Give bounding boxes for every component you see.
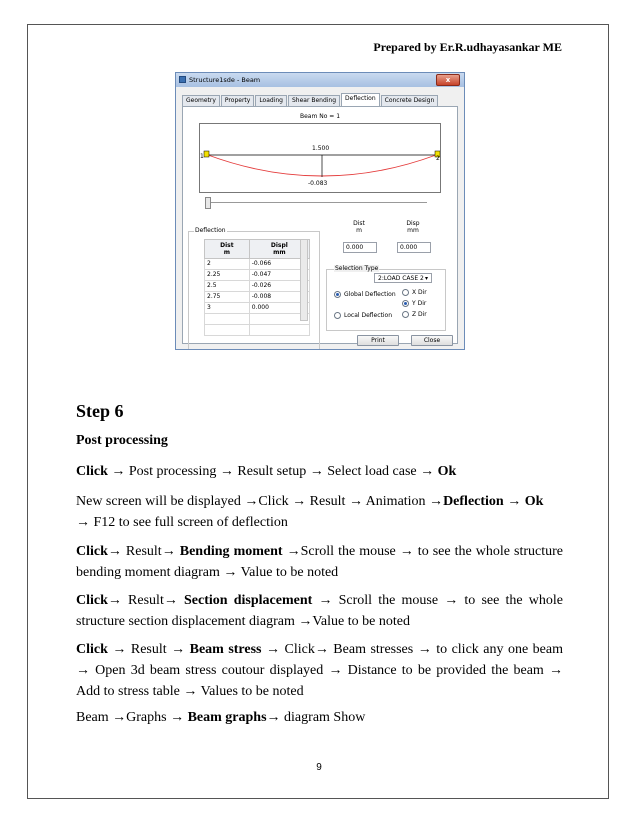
radio-dot-icon [402,311,409,318]
page-number: 9 [316,762,322,773]
tab-concrete-design[interactable]: Concrete Design [381,95,439,106]
tab-loading[interactable]: Loading [255,95,287,106]
header-author: Prepared by Er.R.udhayasankar ME [373,40,562,54]
paragraph-3: Click→ Result→ Bending moment →Scroll the mouse → to see the whole structure bending moment diagram → Value to be noted [76,544,563,580]
paragraph-6: Beam →Graphs → Beam graphs→ diagram Show [76,710,366,725]
tab-geometry[interactable]: Geometry [182,95,220,106]
table-row[interactable]: 2 -0.066 [205,259,310,270]
selection-type-label: Selection Type [335,265,379,272]
disp-field[interactable]: 0.000 [397,242,431,253]
dist-unit: m [356,227,362,234]
tab-property[interactable]: Property [221,95,254,106]
table-row[interactable]: 2.75 -0.008 [205,292,310,303]
slider-track[interactable] [207,202,427,203]
paragraph-4: Click→ Result→ Section displacement → Scroll the mouse → to see the whole structure section displacement diagram →Value to be noted [76,593,564,629]
deflection-diagram [199,123,441,193]
radio-dot-icon [334,291,341,298]
load-case-select[interactable]: 2:LOAD CASE 2 ▾ [374,273,432,283]
app-icon [179,76,186,83]
chevron-down-icon: ▾ [424,275,428,282]
paragraph-5: Click → Result → Beam stress → Click→ Beam stresses → to click any one beam → Open 3d beam stress coutour displayed → Distance to be provided the beam → Add to stress table → Values to be noted [76,642,563,699]
table-row[interactable]: 2.25 -0.047 [205,270,310,281]
dist-label-group [339,220,379,234]
deflection-diagram-svg [200,124,440,192]
close-button[interactable]: Close [411,335,453,346]
paragraph-2: New screen will be displayed →Click → Result → Animation →Deflection → Ok → F12 to see full screen of deflection [76,494,544,530]
dist-label: Dist [353,220,365,227]
window-title: Structure1sde - Beam [189,76,261,84]
table-row [205,314,310,325]
slider-thumb[interactable] [205,197,211,209]
table-row[interactable]: 3 0.000 [205,303,310,314]
radio-z-dir[interactable]: Z Dir [402,311,427,318]
section-subtitle: Post processing [76,433,168,448]
tab-strip [182,95,439,106]
node-start-label: 1 [200,153,204,160]
beam-window-screenshot [175,72,465,350]
deflection-table [204,239,310,336]
table-row[interactable]: 2.5 -0.026 [205,281,310,292]
radio-dot-icon [402,289,409,296]
print-button[interactable]: Print [357,335,399,346]
tab-shear-bending[interactable]: Shear Bending [288,95,340,106]
deflection-group-label: Deflection [195,227,226,234]
node-end-label: 2 [436,155,440,162]
step-heading: Step 6 [76,401,124,421]
diagram-value-bottom: -0.083 [308,180,328,187]
beam-number-label: Beam No = 1 [299,113,341,120]
radio-global-deflection[interactable]: Global Deflection [334,291,396,298]
table-row [205,325,310,336]
radio-y-dir[interactable]: Y Dir [402,300,426,307]
table-header-displ[interactable]: Displ mm [249,240,309,259]
disp-label-group [393,220,433,234]
disp-unit: mm [407,227,419,234]
radio-local-deflection[interactable]: Local Deflection [334,312,392,319]
window-close-button[interactable]: x [436,74,460,86]
diagram-value-top: 1.500 [312,145,330,152]
paragraph-1: Click → Post processing → Result setup → Select load case → Ok [76,464,457,479]
dist-field[interactable]: 0.000 [343,242,377,253]
window-titlebar [176,73,464,87]
radio-x-dir[interactable]: X Dir [402,289,427,296]
radio-dot-icon [402,300,409,307]
tab-deflection[interactable]: Deflection [341,93,380,106]
table-header-dist[interactable]: Dist m [205,240,250,259]
disp-label: Disp [406,220,420,227]
radio-dot-icon [334,312,341,319]
support-start [204,151,209,157]
table-scrollbar[interactable] [300,239,308,321]
